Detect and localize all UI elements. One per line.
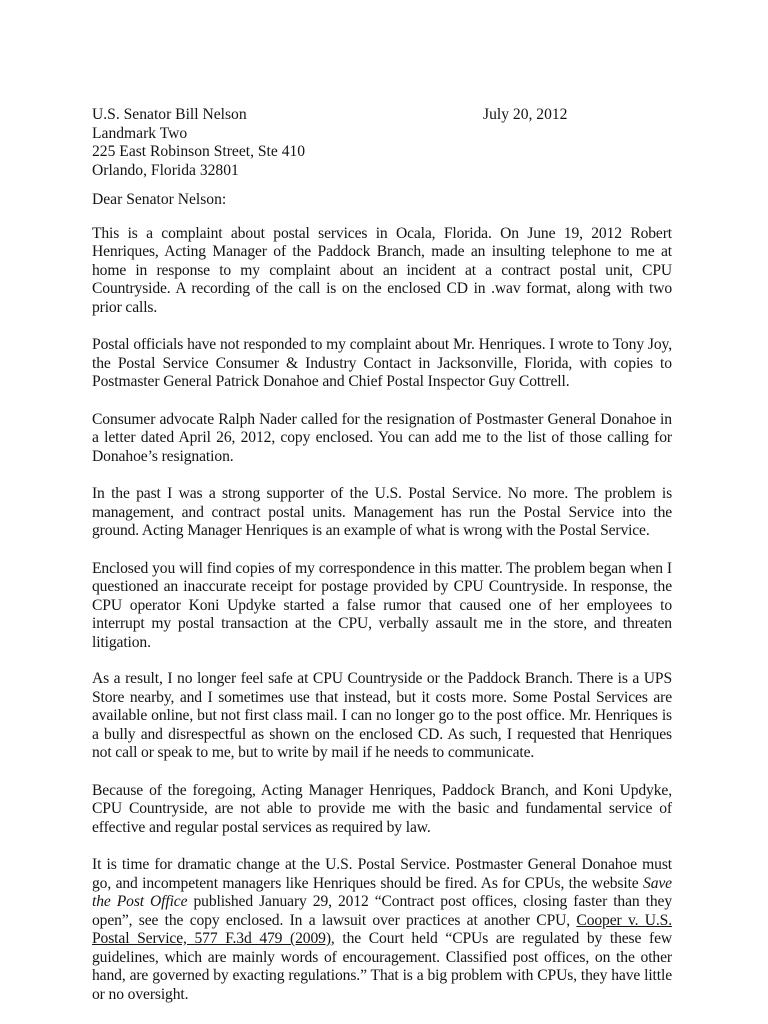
recipient-street: 225 East Robinson Street, Ste 410 (92, 143, 306, 160)
body-paragraph: Enclosed you will find copies of my correspondence in this matter. The problem began when I questioned an inaccurate receipt for postage provided by CPU Countryside. In response, the CPU operator Koni Updyke started a false rumor that caused one of her employees to interrupt my postal transaction at the CPU, verbally assault me in the store, and threaten litigation. (92, 559, 672, 651)
salutation: Dear Senator Nelson: (92, 191, 227, 208)
final-paragraph-part-3: , the Court held “CPUs are regulated by these few guidelines, which are mainly words of encouragement. Classified post offices, on the other hand, are governed by exacting regulations.” That is a big problem with CPUs, they have little or no oversight. (92, 930, 673, 1003)
recipient-building: Landmark Two (92, 124, 188, 142)
final-paragraph-part-2: published January 29, 2012 “Contract post offices, closing faster than they open”, see the copy enclosed. In a lawsuit over practices at another CPU, (92, 893, 672, 929)
body-paragraph: In the past I was a strong supporter of the U.S. Postal Service. No more. The problem is management, and contract postal units. Management has run the Postal Service into the ground. Acting Manager Henriques is an example of what is wrong with the Postal Service. (92, 485, 672, 539)
body-paragraph: Postal officials have not responded to my complaint about Mr. Henriques. I wrote to Tony Joy, the Postal Service Consumer & Industry Contact in Jacksonville, Florida, with copies to Postmaster General Patrick Donahoe and Chief Postal Inspector Guy Cottrell. (92, 336, 672, 390)
recipient-name: U.S. Senator Bill Nelson (92, 106, 247, 123)
body-paragraph: As a result, I no longer feel safe at CPU Countryside or the Paddock Branch. There is a UPS Store nearby, and I sometimes use that instead, but it costs more. Some Postal Services are available online, but not first class mail. I can no longer go to the post office. Mr. Henriques is a bully and disrespectful as shown on the enclosed CD. As such, I requested that Henriques not call or speak to me, but to write by mail if he needs to communicate. (92, 670, 672, 761)
recipient-city: Orlando, Florida 32801 (92, 161, 239, 179)
letter-page (92, 106, 672, 1004)
case-citation: Cooper v. U.S. Postal Service, 577 F.3d 479 (2009) (92, 911, 673, 947)
body-paragraph: Because of the foregoing, Acting Manager Henriques, Paddock Branch, and Koni Updyke, CPU Countryside, are not able to provide me with the basic and fundamental service of effective and regular postal services as required by law. (92, 781, 672, 836)
body-paragraph-final (92, 856, 672, 1004)
final-paragraph-part-1: It is time for dramatic change at the U.S. Postal Service. Postmaster General Donahoe must go, and incompetent managers like Henriques should be fired. As for CPUs, the website (92, 856, 672, 892)
letter-date: July 20, 2012 (483, 106, 568, 123)
recipient-address (92, 106, 305, 180)
body-paragraph: This is a complaint about postal services in Ocala, Florida. On June 19, 2012 Robert Henriques, Acting Manager of the Paddock Branch, made an insulting telephone to me at home in response to my complaint about an incident at a contract postal unit, CPU Countryside. A recording of the call is on the enclosed CD in .wav format, along with two prior calls. (92, 224, 672, 316)
website-title: Save the Post Office (92, 874, 672, 910)
body-paragraph: Consumer advocate Ralph Nader called for the resignation of Postmaster General Donahoe in a letter dated April 26, 2012, copy enclosed. You can add me to the list of those calling for Donahoe’s resignation. (92, 410, 672, 465)
letter-header (92, 106, 672, 180)
